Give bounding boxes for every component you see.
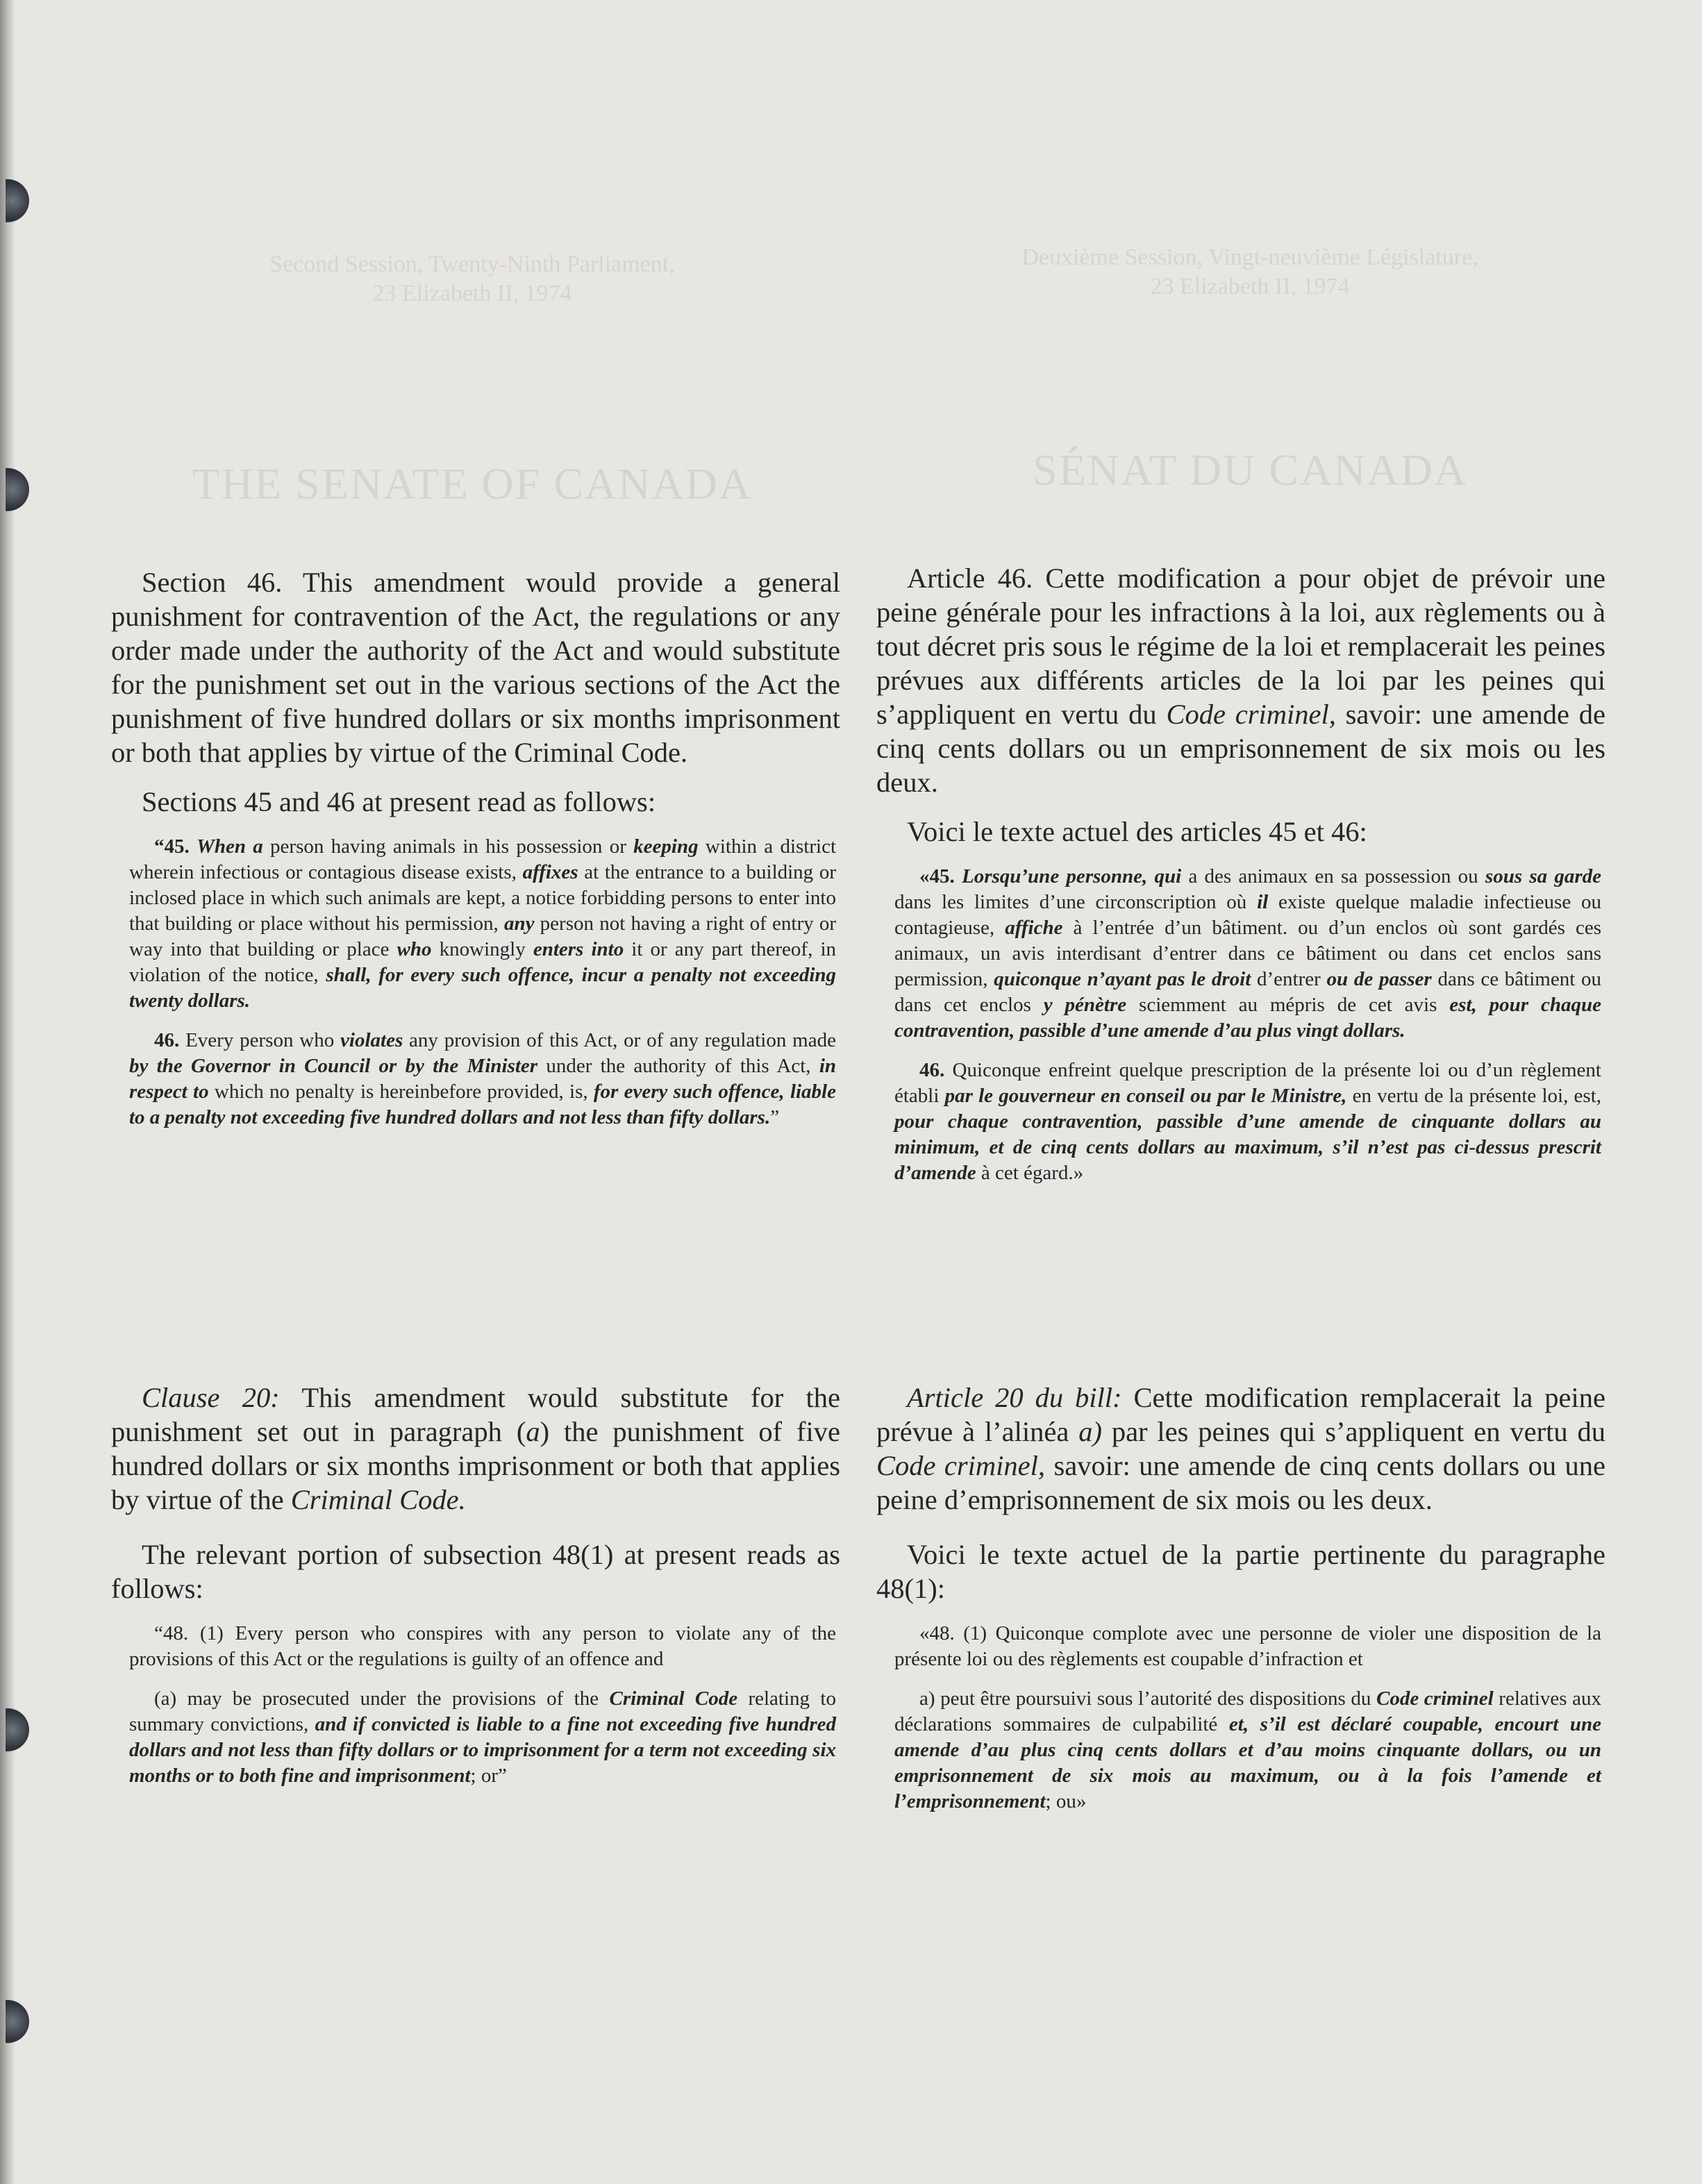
section45-text: [111, 834, 840, 1014]
s46-text-e: under the authority of this Act,: [537, 1055, 819, 1077]
french-column-bottom: [876, 1381, 1605, 1815]
s46-italic-f: in respect to: [129, 1055, 836, 1103]
ghost-session-left-line2: 23 Elizabeth II, 1974: [372, 281, 572, 306]
f48a-code: Code criminel: [1376, 1687, 1494, 1710]
f48a-text-d: ; ou»: [1045, 1790, 1087, 1812]
english-column-top: [111, 565, 840, 1131]
s48a-italic-c: and if convicted is liable to a fine not exceeding five hundred dollars and not less than fifty dollars or to imprisonment for a term not exceeding six months or to both fine and imprisonment: [129, 1713, 836, 1787]
s45-italic-g: any: [503, 912, 535, 935]
article20-letter: a): [1078, 1416, 1102, 1447]
article48-paragraph-a: [876, 1686, 1605, 1815]
article20-label: Article 20 du bill:: [907, 1382, 1122, 1413]
f45-text-f: existe quelque maladie infectieuse ou contagieuse,: [894, 891, 1601, 939]
section46-explanatory-note: Section 46. This amendment would provide a general punishment for contravention of the Act, the regulations or any order made under the authority of the Act and would substitute for the punishment set out in the various sections of the Act the punishment of five hundred dollars or six months imprisonment or both that applies by virtue of the Criminal Code.: [111, 567, 840, 768]
s45-number: “45.: [154, 835, 190, 858]
binder-ring-1: [6, 179, 29, 222]
f45-text-l: dans ce bâtiment ou dans cet enclos: [894, 968, 1601, 1016]
f46-text-c: en vertu de la présente loi, est,: [1346, 1085, 1602, 1107]
f46-italic-b: par le gouverneur en conseil ou par le Ministre,: [944, 1085, 1347, 1107]
s46-text-a: Every person who: [179, 1029, 341, 1051]
ghost-session-right-line1: Deuxième Session, Vingt-neuvième Législature,: [1021, 244, 1478, 270]
article46-text-b: savoir: une amende de cinq cents dollars ou un emprisonnement de six mois ou les deux.: [876, 699, 1605, 798]
f46-italic-d: pour chaque contravention, passible d’une amende de cinquante dollars au minimum, et de cinq cents dollars au maximum, s’il n’est pas ci-dessus prescrit d’amende: [894, 1110, 1601, 1184]
s45-text-b: person having animals in his possession or: [262, 835, 634, 858]
article20-note: [876, 1381, 1605, 1517]
f45-italic-c: sous sa garde: [1485, 865, 1601, 887]
f48a-text-a: a) peut être poursuivi sous l’autorité des dispositions du: [919, 1687, 1376, 1710]
ghost-session-right-line2: 23 Elizabeth II, 1974: [1150, 274, 1350, 299]
f45-text-b: a des animaux en sa possession ou: [1181, 865, 1485, 887]
s45-italic-e: affixes: [522, 861, 578, 883]
clause20-paragraph-letter: a: [526, 1416, 540, 1447]
english-column-bottom: [111, 1381, 840, 1789]
article20-text-a: Cette modification remplacerait la peine prévue à l’alinéa: [876, 1382, 1605, 1447]
s45-italic-m: shall, for every such offence, incur a penalty not exceeding twenty dollars.: [129, 964, 837, 1012]
f48a-italic-c: et, s’il est déclaré coupable, encourt une amende d’au plus cinq cents dollars et d’au moins cinquante dollars, ou un emprisonnement de six mois au maximum, ou à la fois l’amende et l’emprisonnement: [894, 1713, 1602, 1812]
article20-text-b: par les peines qui s’appliquent en vertu du: [1101, 1416, 1605, 1447]
binder-edge: [0, 0, 15, 2184]
f48a-text-b: relatives aux déclarations sommaires de culpabilité: [894, 1687, 1601, 1735]
f46-text-a: Quiconque enfreint quelque prescription de la présente loi ou d’un règlement établi: [894, 1059, 1601, 1107]
ghost-session-right: [944, 243, 1555, 301]
s45-italic-c: keeping: [633, 835, 699, 858]
binder-ring-3: [6, 1708, 29, 1751]
section48-paragraph-a: [111, 1686, 840, 1789]
s48a-text-b: relating to summary convictions,: [129, 1687, 836, 1735]
ghost-session-left-line1: Second Session, Twenty-Ninth Parliament,: [269, 251, 675, 277]
article48-intro: «48. (1) Quiconque complote avec une personne de violer une disposition de la présente loi ou des règlements est coupable d’infraction et: [894, 1622, 1601, 1670]
s48a-text-d: ; or”: [470, 1765, 507, 1787]
f45-italic-g: affiche: [1005, 917, 1063, 939]
sections-45-46-heading: Sections 45 and 46 at present read as follows:: [142, 786, 656, 817]
f45-text-h: à l’entrée d’un bâtiment. ou d’un enclos où sont gardés ces animaux, un avis interdisant d’entrer dans ce bâtiment ou dans cet enclos sans permission,: [894, 917, 1601, 990]
clause20-label: Clause 20:: [142, 1382, 280, 1413]
clause20-code: Criminal Code.: [290, 1484, 466, 1515]
s45-text-d: within a district wherein infectious or contagious disease exists,: [129, 835, 837, 883]
s46-italic-d: by the Governor in Council or by the Minister: [129, 1055, 538, 1077]
clause20-text-b: ) the punishment of five hundred dollars or six months imprisonment or both that applies by virtue of the: [111, 1416, 840, 1515]
ghost-title-right: SÉNAT DU CANADA: [1032, 445, 1468, 494]
voici-articles-heading: Voici le texte actuel des articles 45 et 46:: [907, 816, 1367, 847]
s45-text-l: it or any part thereof, in violation of the notice,: [129, 938, 837, 986]
s48a-text-a: (a) may be prosecuted under the provisions of the: [154, 1687, 610, 1710]
clause20-text-a: This amendment would substitute for the punishment set out in paragraph (: [111, 1382, 840, 1447]
s46-close-quote: ”: [770, 1106, 780, 1128]
binder-ring-4: [6, 2000, 29, 2043]
f45-italic-e: il: [1257, 891, 1269, 913]
f45-number: «45.: [919, 865, 955, 887]
s45-text-h: person not having a right of entry or way into that building or place: [129, 912, 836, 960]
f45-italic-m: y pénètre: [1043, 994, 1127, 1016]
s45-italic-a: When a: [197, 835, 263, 858]
article46-text: [876, 1058, 1605, 1186]
s45-italic-i: who: [397, 938, 432, 960]
s45-italic-k: enters into: [533, 938, 624, 960]
article46-note: [876, 561, 1605, 799]
s46-italic-h: for every such offence, liable to a penalty not exceeding five hundred dollars and not less than fifty dollars.: [129, 1081, 836, 1128]
s45-text-j: knowingly: [431, 938, 533, 960]
clause20-note: [111, 1381, 840, 1517]
article46-code: Code criminel,: [1166, 699, 1336, 730]
f45-italic-o: est, pour chaque contravention, passible d’une amende d’au plus vingt dollars.: [894, 994, 1601, 1042]
section48-intro: “48. (1) Every person who conspires with any person to violate any of the provisions of this Act or the regulations is guilty of an offence and: [129, 1622, 836, 1670]
ghost-title-left: THE SENATE OF CANADA: [192, 459, 753, 508]
ghost-session-left: [194, 250, 750, 308]
s46-text-c: any provision of this Act, or of any regulation made: [403, 1029, 836, 1051]
s46-italic-b: violates: [340, 1029, 403, 1051]
f45-italic-k: ou de passer: [1326, 968, 1432, 990]
french-column-top: [876, 561, 1605, 1186]
binder-ring-2: [6, 468, 29, 511]
f46-text-e: à cet égard.»: [976, 1162, 1084, 1184]
s46-text-g: which no penalty is hereinbefore provided, is,: [208, 1081, 594, 1103]
f45-text-d: dans les limites d’une circonscription où: [894, 891, 1258, 913]
s46-number: 46.: [154, 1029, 180, 1051]
section46-text: [111, 1028, 840, 1131]
f46-number: 46.: [919, 1059, 945, 1081]
subsection48-heading: The relevant portion of subsection 48(1) at present reads as follows:: [111, 1539, 840, 1604]
f45-text-j: d’entrer: [1251, 968, 1327, 990]
f45-italic-i: quiconque n’ayant pas le droit: [994, 968, 1251, 990]
s48a-code: Criminal Code: [609, 1687, 738, 1710]
f45-text-n: sciemment au mépris de cet avis: [1126, 994, 1450, 1016]
article20-text-c: savoir: une amende de cinq cents dollars ou une peine d’emprisonnement de six mois ou les deux.: [876, 1450, 1605, 1515]
article20-code: Code criminel,: [876, 1450, 1046, 1481]
f45-italic-a: Lorsqu’une personne, qui: [961, 865, 1182, 887]
article45-text: [876, 864, 1605, 1044]
s45-text-f: at the entrance to a building or inclosed place in which such animals are kept, a notice forbidding persons to enter into that building or place without his permission,: [129, 861, 836, 935]
article46-text-a: Article 46. Cette modification a pour objet de prévoir une peine générale pour les infractions à la loi, aux règlements ou à tout décret pris sous le régime de la loi et remplacerait les peines prévues aux différents articles de la loi par les peines qui s’appliquent en vertu du: [876, 562, 1605, 730]
voici-partie-heading: Voici le texte actuel de la partie pertinente du paragraphe 48(1):: [876, 1539, 1605, 1604]
